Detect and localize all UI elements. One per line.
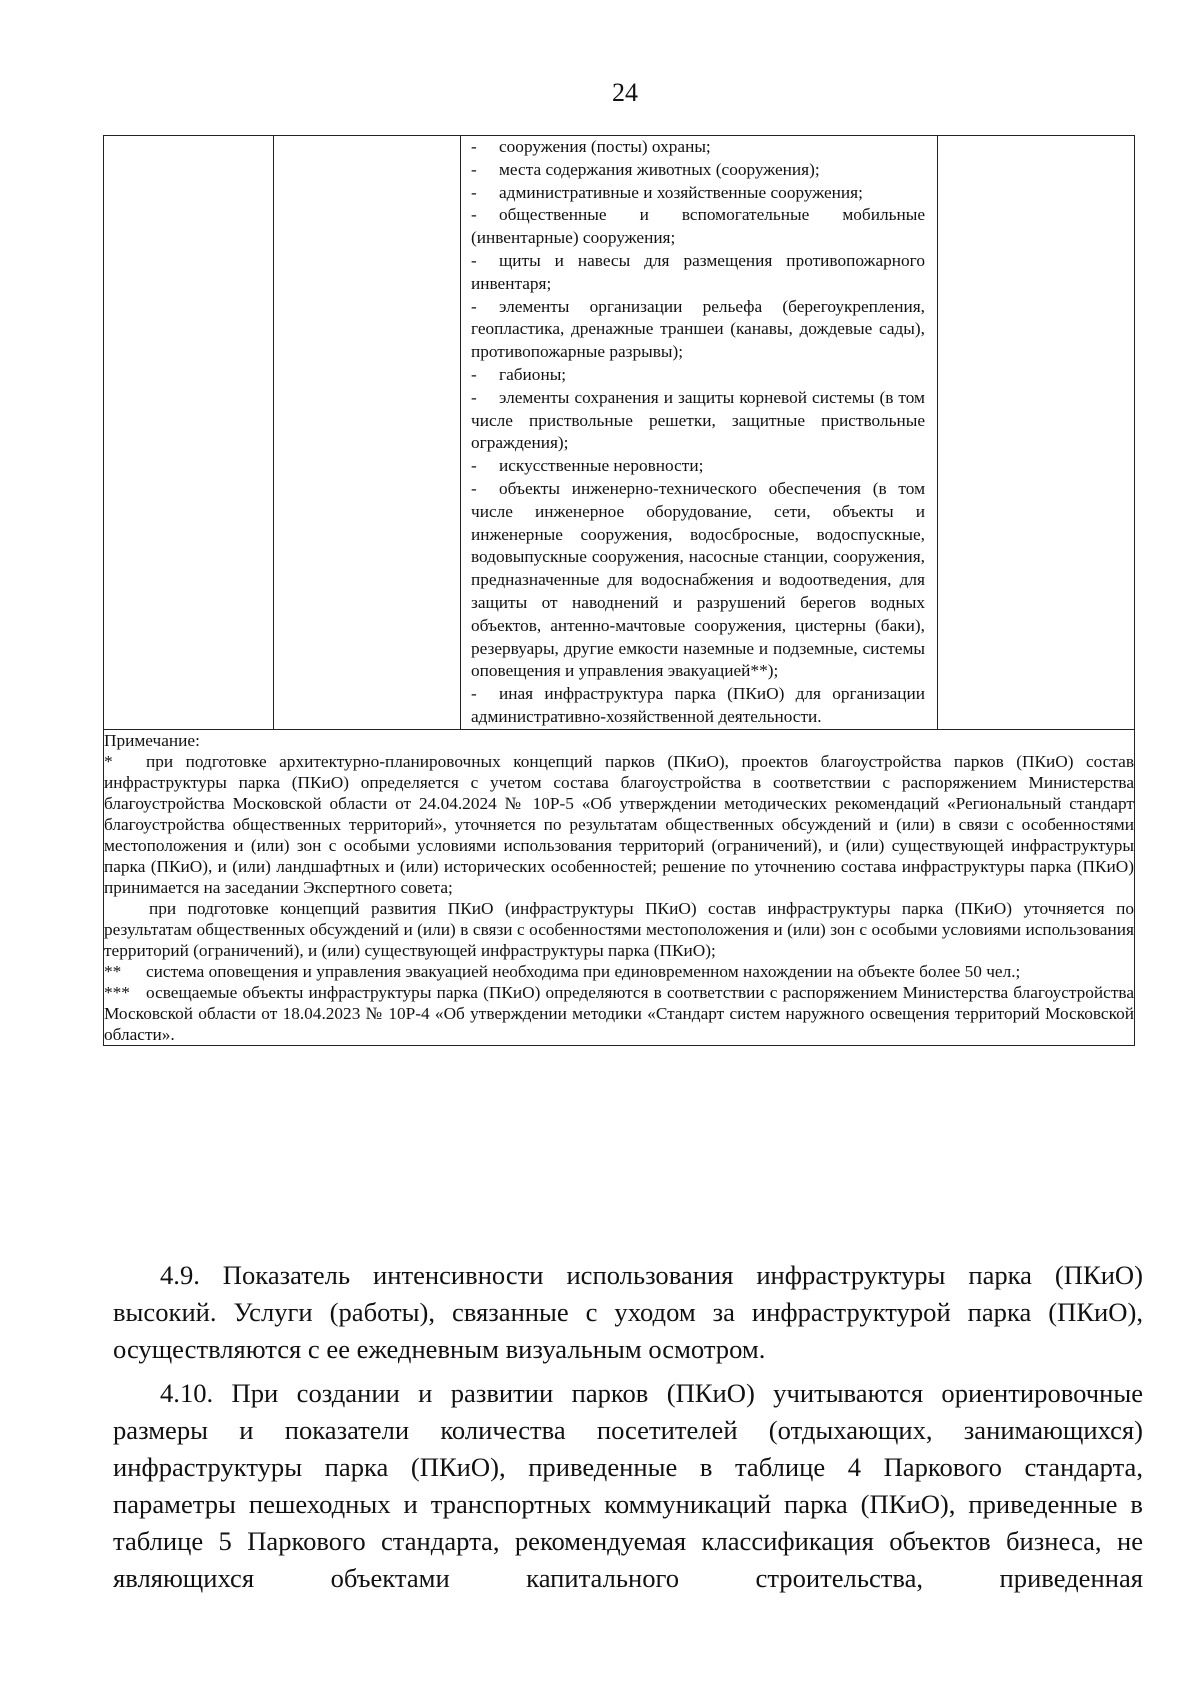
list-item bbox=[471, 683, 925, 729]
list-dash: - bbox=[471, 137, 477, 156]
list-dash: - bbox=[471, 684, 477, 704]
list-item-text: щиты и навесы для размещения противопожарного инвентаря; bbox=[471, 250, 925, 293]
list-item bbox=[471, 387, 925, 455]
list-item-text: габионы; bbox=[499, 364, 567, 384]
note-paragraph-4 bbox=[104, 982, 1134, 1045]
list-item bbox=[471, 455, 925, 478]
table-cell-infrastructure-list bbox=[461, 136, 938, 730]
note-text-1: при подготовке архитектурно-планировочных концепций парков (ПКиО), проектов благоустройства парков (ПКиО) состав инфраструктуры парка (ПКиО) определяется с учетом состава благоустройства в соответствии с распоряжением Министерства благоустройства Московской области от 24.04.2024 № 10Р-5 «Об утверждении методических рекомендаций «Региональный стандарт благоустройства общественных территорий», уточняется по результатам общественных обсуждений и (или) в связи с особенностями местоположения и (или) зон с особыми условиями использования территорий (ограничений), и (или) существующей инфраструктуры парка (ПКиО), и (или) ландшафтных и (или) исторических особенностей; решение по уточнению состава инфраструктуры парка (ПКиО) принимается на заседании Экспертного совета; bbox=[104, 751, 1134, 897]
table-cell-empty-4 bbox=[938, 136, 1135, 730]
footnote-mark-1: * bbox=[104, 751, 113, 771]
table-row bbox=[104, 136, 1135, 730]
main-text bbox=[113, 1257, 1143, 1604]
paragraph-4-9: 4.9. Показатель интенсивности использования инфраструктуры парка (ПКиО) высокий. Услуги (работы), связанные с уходом за инфраструктурой парка (ПКиО), осуществляются с ее ежедневным визуальным осмотром. bbox=[113, 1260, 1143, 1364]
list-dash: - bbox=[471, 159, 477, 179]
table-cell-empty-1 bbox=[104, 136, 274, 730]
table-row-note bbox=[104, 729, 1135, 1045]
footnote-mark-2: ** bbox=[104, 961, 122, 981]
list-item bbox=[471, 159, 925, 182]
list-dash: - bbox=[471, 456, 477, 476]
note-text-3: система оповещения и управления эвакуацией необходима при единовременном нахождении на объекте более 50 чел.; bbox=[146, 961, 1021, 981]
list-item bbox=[471, 364, 925, 387]
list-item bbox=[471, 296, 925, 364]
note-text-4: освещаемые объекты инфраструктуры парка (ПКиО) определяются в соответствии с распоряжением Министерства благоустройства Московской области от 18.04.2023 № 10Р-4 «Об утверждении методики «Стандарт систем наружного освещения территорий Московской области». bbox=[104, 982, 1134, 1044]
list-item bbox=[471, 250, 925, 296]
list-dash: - bbox=[471, 478, 477, 498]
list-item-text: общественные и вспомогательные мобильные (инвентарные) сооружения; bbox=[471, 205, 925, 248]
list-item-text: места содержания животных (сооружения); bbox=[499, 159, 820, 179]
paragraph-4-10: 4.10. При создании и развитии парков (ПКиО) учитываются ориентировочные размеры и показатели количества посетителей (отдыхающих, занимающихся) инфраструктуры парка (ПКиО), приведенные в таблице 4 Паркового стандарта, параметры пешеходных и транспортных коммуникаций парка (ПКиО), приведенные в таблице 5 Паркового стандарта, рекомендуемая классификация объектов бизнеса, не являющихся объектами капитального строительства, приведенная bbox=[113, 1378, 1143, 1593]
list-item bbox=[471, 182, 925, 205]
list-dash: - bbox=[471, 387, 477, 407]
table-note bbox=[104, 729, 1135, 1045]
list-dash: - bbox=[471, 364, 477, 384]
list-item bbox=[471, 136, 925, 159]
list-dash: - bbox=[471, 205, 477, 225]
list-dash: - bbox=[471, 182, 477, 202]
list-item bbox=[471, 478, 925, 683]
note-heading: Примечание: bbox=[104, 730, 200, 750]
list-item-text: искусственные неровности; bbox=[499, 456, 704, 476]
list-item-text: сооружения (посты) охраны; bbox=[499, 137, 711, 156]
page-number: 24 bbox=[612, 78, 638, 107]
infrastructure-table bbox=[103, 135, 1135, 1046]
table-cell-empty-2 bbox=[274, 136, 461, 730]
list-item-text: объекты инженерно-технического обеспечения (в том числе инженерное оборудование, сети, объекты и инженерные сооружения, водосбросные, водоспускные, водовыпускные сооружения, насосные станции, сооружения, предназначенные для водоснабжения и водоотведения, для защиты от наводнений и разрушений берегов водных объектов, антенно-мачтовые сооружения, цистерны (баки), резервуары, другие емкости наземные и подземные, системы оповещения и управления эвакуацией**); bbox=[471, 478, 925, 681]
footnote-mark-3: *** bbox=[104, 982, 130, 1002]
note-paragraph-1 bbox=[104, 751, 1134, 898]
list-item-text: иная инфраструктура парка (ПКиО) для организации административно-хозяйственной деятельности. bbox=[471, 684, 925, 726]
list-item-text: административные и хозяйственные сооружения; bbox=[499, 182, 863, 202]
list-dash: - bbox=[471, 250, 477, 270]
note-paragraph-2: при подготовке концепций развития ПКиО (инфраструктуры ПКиО) состав инфраструктуры парка (ПКиО) уточняется по результатам общественных обсуждений и (или) в связи с особенностями местоположения и (или) зон с особыми условиями использования территорий (ограничений), и (или) существующей инфраструктуры парка (ПКиО); bbox=[104, 898, 1134, 960]
infrastructure-list bbox=[461, 136, 937, 729]
list-item bbox=[471, 204, 925, 250]
list-item-text: элементы организации рельефа (берегоукрепления, геопластика, дренажные траншеи (канавы, дождевые сады), противопожарные разрывы); bbox=[471, 296, 925, 362]
note-paragraph-3 bbox=[104, 961, 1134, 982]
list-item-text: элементы сохранения и защиты корневой системы (в том числе приствольные решетки, защитные приствольные ограждения); bbox=[471, 387, 925, 453]
list-dash: - bbox=[471, 296, 477, 316]
